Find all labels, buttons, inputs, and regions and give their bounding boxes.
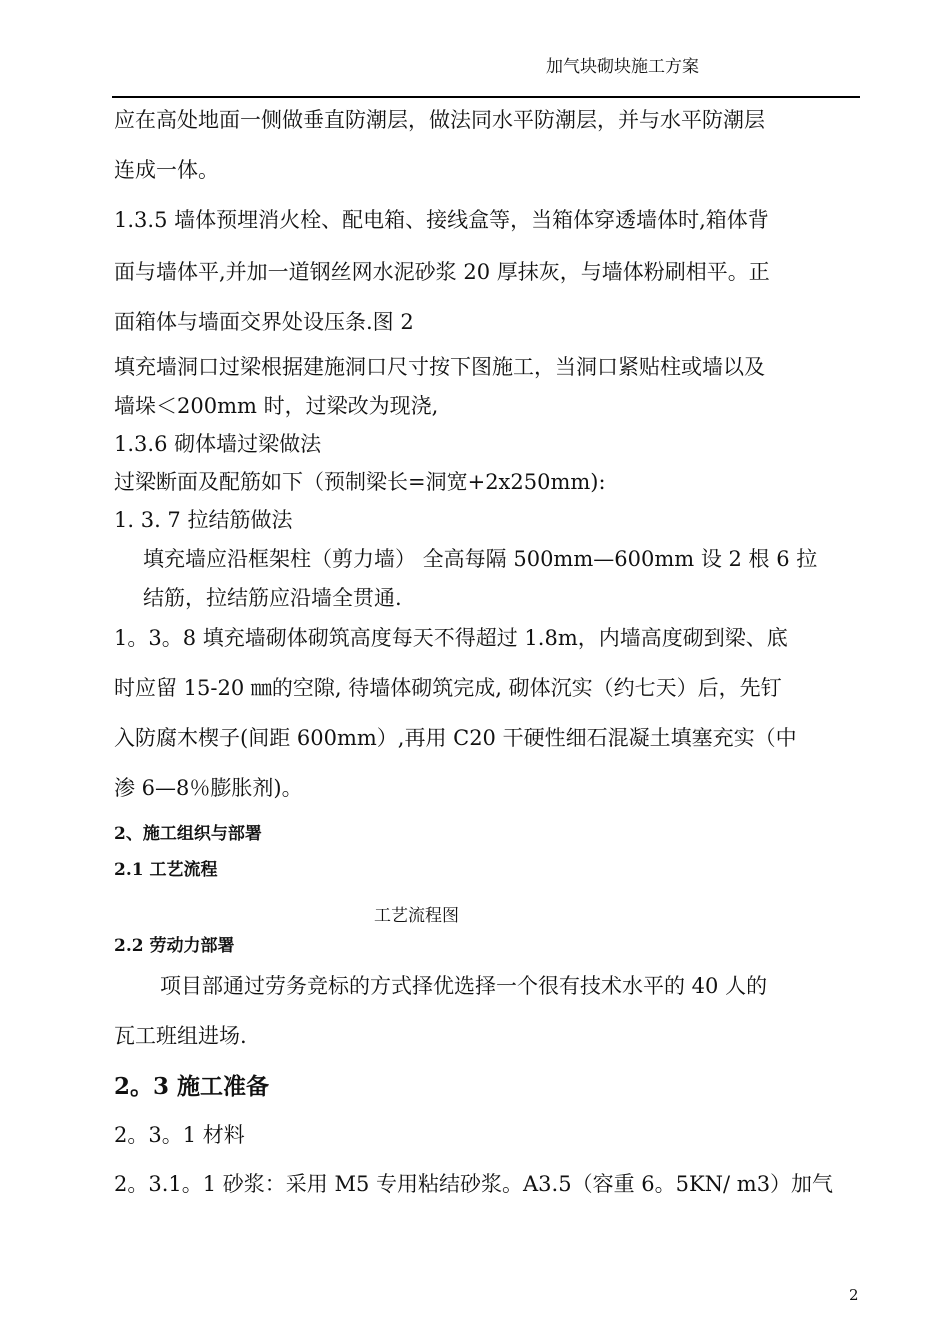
header-rule — [112, 96, 860, 98]
section-heading: 2。3 施工准备 — [114, 1073, 270, 1100]
page-number: 2 — [849, 1286, 859, 1304]
text-line: 1.3.5 墙体预埋消火栓、配电箱、接线盒等，当箱体穿透墙体时,箱体背 — [114, 208, 769, 232]
text-line: 瓦工班组进场. — [114, 1024, 247, 1048]
text-line: 时应留 15-20 ㎜的空隙, 待墙体砌筑完成, 砌体沉实（约七天）后，先钉 — [114, 676, 782, 700]
text-line: 项目部通过劳务竞标的方式择优选择一个很有技术水平的 40 人的 — [160, 974, 768, 998]
text-line: 2。3.1。1 砂浆：采用 M5 专用粘结砂浆。A3.5（容重 6。5KN/ m3）加气 — [114, 1172, 834, 1196]
text-line: 渗 6—8％膨胀剂)。 — [114, 776, 303, 800]
subsection-heading: 2。3。1 材料 — [114, 1123, 245, 1147]
figure-caption: 工艺流程图 — [374, 906, 459, 926]
text-line: 面箱体与墙面交界处设压条.图 2 — [114, 310, 414, 334]
text-line: 面与墙体平,并加一道钢丝网水泥砂浆 20 厚抹灰，与墙体粉刷相平。正 — [114, 260, 770, 284]
section-heading: 1.3.6 砌体墙过梁做法 — [114, 432, 322, 456]
text-line: 填充墙应沿框架柱（剪力墙） 全高每隔 500mm—600mm 设 2 根 6 拉 — [143, 547, 818, 571]
text-line: 填充墙洞口过梁根据建施洞口尺寸按下图施工，当洞口紧贴柱或墙以及 — [114, 355, 765, 379]
text-line: 墙垛＜200mm 时，过梁改为现浇, — [114, 394, 439, 418]
section-heading: 2.1 工艺流程 — [114, 860, 218, 880]
chapter-heading: 2、施工组织与部署 — [114, 824, 262, 844]
text-line: 1。3。8 填充墙砌体砌筑高度每天不得超过 1.8m，内墙高度砌到梁、底 — [114, 626, 788, 650]
page-header-title: 加气块砌块施工方案 — [546, 57, 699, 77]
text-line: 过梁断面及配筋如下（预制梁长=洞宽+2x250mm): — [114, 470, 606, 494]
text-line: 结筋，拉结筋应沿墙全贯通. — [143, 586, 402, 610]
section-heading: 1. 3. 7 拉结筋做法 — [114, 508, 293, 532]
section-heading: 2.2 劳动力部署 — [114, 936, 235, 956]
text-line: 连成一体。 — [114, 158, 219, 182]
text-line: 入防腐木楔子(间距 600mm）,再用 C20 干硬性细石混凝土填塞充实（中 — [114, 726, 797, 750]
text-line: 应在高处地面一侧做垂直防潮层，做法同水平防潮层，并与水平防潮层 — [114, 108, 765, 132]
